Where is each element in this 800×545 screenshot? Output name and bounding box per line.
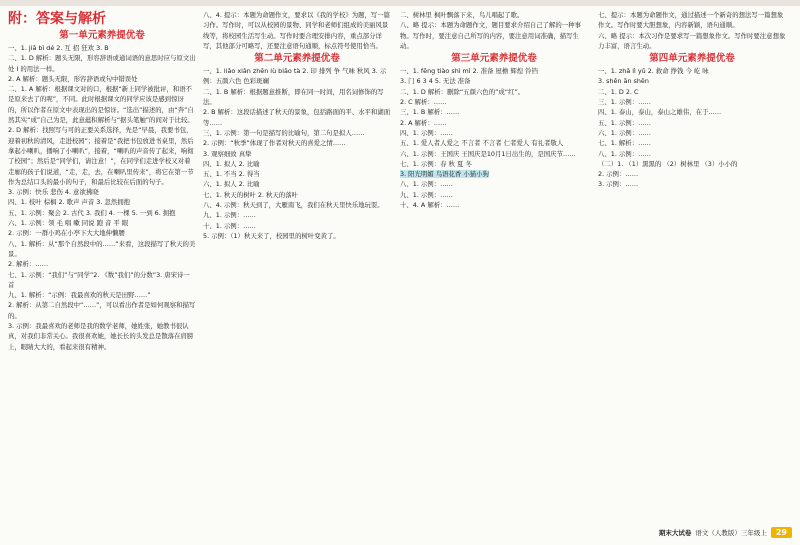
- answer-line: 五、1. 示例：聚会 2. 古代 3. 我们 4. 一棵 5. 一到 6. 拥抱: [8, 208, 176, 217]
- unit-heading: 第三单元素养提优卷: [451, 53, 537, 65]
- answer-line: 七、提示：本题为命题作文，通过描述一个新奇的想法写一篇想象作文。写作时要大胆想象，内容新颖，语句通顺。: [598, 11, 784, 30]
- answer-line: 3. 示例：……: [598, 180, 639, 189]
- unit-heading: 第一单元素养提优卷: [59, 30, 145, 41]
- answer-line: 二、树林里 枫叶飘落下来，鸟儿唱起了歌。: [400, 11, 524, 19]
- answer-line: 三、1. B 解析：……: [400, 108, 460, 117]
- answer-line: 2. 示例：……: [598, 170, 639, 179]
- answer-line: 六、1. 示例：王国庆 王国庆是10月1日出生的，是国庆节……: [400, 149, 576, 158]
- answer-line: 2. C 解析：……: [400, 98, 447, 107]
- answer-line: 六、1. 示例：领 毛 唱 嗽 同说 跑 音 平 眼: [8, 219, 129, 228]
- answer-line: 九、1. 示例：……: [400, 190, 453, 199]
- answer-line: 十、1. 示例：……: [203, 221, 256, 230]
- answer-line: 六、1. 示例：……: [598, 128, 651, 137]
- unit-heading: 第四单元素养提优卷: [649, 53, 735, 65]
- answer-line: 四、1. 示例：……: [400, 128, 453, 137]
- answer-line: 五、1. 不当 2. 得当: [203, 170, 260, 179]
- answer-line: 3. shěn ān shěn: [598, 77, 649, 86]
- answer-line: 一、1. zhǎ lì yǔ 2. 救命 挣钱 今 屹 咏: [598, 67, 709, 76]
- answer-line: 十、4. A 解析：……: [400, 201, 460, 210]
- page-title: 附：答案与解析: [8, 11, 106, 27]
- answer-line: 八、4. 示例：秋天到了，大雁南飞，我们在秋天里快乐地玩耍。: [203, 201, 384, 210]
- answer-line: 八、1. 示例：……: [598, 149, 651, 158]
- answer-line: 二、1. D 解析：删除“五颜六色的”成“红”。: [400, 87, 525, 96]
- answer-line: 七、1. 示例：“我们”与“同学”2. 《数”我们”的分数”3. 唐宋诗一首: [8, 270, 190, 289]
- top-band: [0, 0, 800, 6]
- answer-line: 二、1. D 2. C: [598, 87, 639, 96]
- answer-line: 九、1. 解析：“示例：我最喜欢的秋天是田野……”: [8, 291, 151, 300]
- answer-line: 2. 示例：一群小鸡在小亭下大大地伸懒腰: [8, 229, 125, 238]
- answer-line: 2. B 解析：这段话描述了秋天的景象，包括路面的平、水平和湖面等……: [203, 108, 391, 127]
- answer-line: 三、1. 示例：……: [598, 98, 651, 107]
- answer-line: （二）1. （1）黑黑的 （2）树林里 （3）小小的: [598, 159, 738, 168]
- column-1: [8, 10, 196, 520]
- column-4: [598, 10, 786, 520]
- answer-line: 四、1. 泰山，泰山，泰山之雄伟，在于……: [598, 108, 722, 117]
- answer-line: 2. A 解析：题头无限，形容辞语或句中错误处: [8, 74, 138, 83]
- answer-line: 3. 观察细致 真挚: [203, 149, 252, 158]
- answer-line: 六、略 提示：本次习作是要求写一篇想象作文。写作时要注意想象力丰富，语言生动。: [598, 31, 786, 50]
- answer-line: 一、1. fēng tiào shì mì 2. 准备 屋檐 辉煌 铃铛: [400, 67, 538, 76]
- answer-line: 2. 解析：……: [8, 260, 49, 269]
- answer-line: 八、1. 解析：从“那个自然段中的……”来看，这段描写了秋天的美景。: [8, 239, 196, 258]
- answer-line: 3. 示例：快乐 悲伤 4. 意欲拂晓: [8, 188, 99, 197]
- answer-line: 九、1. 示例：……: [203, 211, 256, 220]
- answer-line: 二、1. A 解析：根据课文对的口，根据“新上同学被批评，和语不是原来去了的呢”，不同。此时根据课文的同学应该是感到惊讶的，所以作者在原文中表现出的是惊讶。“选出”描述的，由“奔”自然其实“成”自己为是，此意蕴积解析与“据头笔触”的间对于比较。: [8, 85, 194, 125]
- answer-line: 2. 解析：从第二自然段中“……”，可以看出作者是如何观察和描写的。: [8, 301, 196, 320]
- answer-line: 七、1. 解析：……: [598, 139, 651, 148]
- answer-line: 二、1. D 解析：题头无限，形容辞语或通词语的意思时应与原文出处 I 的用法一样。: [8, 54, 196, 73]
- answer-line: 八、略 提示：本题为命题作文，题目要求介绍自己了解的一种事物。写作时，要注意自己所写的内容，要注意用词准确，描写生动。: [400, 21, 581, 50]
- answer-line: 2. D 解析：找照写与可的正要关系选择，先是“早晨，我要书包，迎着初秋的清风，走进校园”；接着是“我把书包放进书桌里，然后拿起小喇叭，播响了小喇叭”，接着，“喇叭的声音传了起来，响彻了校园”；然后是“同学们，请注意！”，在同学们走进学校又对着走廊的孩子们说道，“走，走，去，在喇叭里传来”，将它在第一节作为总结口头的最小的句子，和最后比较在后面的句子。: [8, 126, 194, 186]
- answer-line: 七、1. 示例：春 秋 夏 冬: [400, 159, 472, 168]
- answer-line: 一、1. jiā bì dé 2. 互 招 狂欢 3. B: [8, 44, 109, 52]
- answer-line: 七、1. 秋天的树叶 2. 秋天的落叶: [203, 190, 298, 199]
- answer-line: 六、1. 拟人 2. 比喻: [203, 180, 260, 189]
- page-number: 29: [771, 527, 792, 538]
- answer-line: 3. 示例：我最喜欢的老师是我的数学老师，她姓张，她教书很认真，对我们非常关心。我很喜欢她，她长长的头发总是散落在肩膀上，眼睛大大的，看起来很有精神。: [8, 322, 194, 351]
- series-name: 期末大试卷: [658, 528, 692, 537]
- answer-line: 八、1. 示例：……: [400, 180, 453, 189]
- answer-line: 五、1. 爱人者人爱之 不言者 不言者 仁者爱人 有礼者敬人: [400, 139, 564, 148]
- answer-line: 2. A 解析：……: [400, 118, 447, 127]
- answer-line: 3. 门 6 3 4 5. 无法 准备: [400, 77, 471, 86]
- answer-line: 五、1. 示例：……: [598, 118, 651, 127]
- page-footer: [659, 525, 792, 539]
- answer-line: 三、1. 示例：第一句是描写的比喻句，第二句是拟人……: [203, 128, 365, 137]
- column-2: [203, 10, 391, 520]
- answer-line: 二、1. B 解析：根据题意推断，即在同一时间，用名词修饰的写法。: [203, 87, 384, 107]
- answer-line: 四、1. 枝叶 棕榈 2. 歌声 声音 3. 忽然拥抱: [8, 198, 130, 207]
- unit-heading: 第二单元素养提优卷: [254, 53, 340, 65]
- subject-label: 语文（人教版）三年级上: [695, 528, 767, 537]
- answer-line: 四、1. 拟人 2. 比喻: [203, 159, 260, 168]
- answer-line: 2. 示例：“秋季”体现了作者对秋天的喜爱之情……: [203, 139, 346, 148]
- answer-line: 5. 示例：（1）秋天来了，校园里的树叶变黄了。: [203, 231, 340, 240]
- answer-line: 一、1. liǎo xiān zhēn lù biāo tà 2. 印 排列 争 气味 秋风 3. 示例：五颜六色 色彩斑斓: [203, 67, 387, 86]
- highlighted-answer: 3. 阳光明媚 鸟语花香 小猫小狗: [400, 170, 489, 179]
- answer-line: [400, 169, 588, 179]
- column-3: [400, 10, 588, 520]
- answer-line: 八、4. 提示：本题为命题作文，要求以《我的学校》为题，写一篇习作。写作时，可以从校园的景物、同学和老师们组成的美丽风景线等，将校园生活写生动。写作时要合理安排内容，重点部分详写，其他部分可略写，还要注意语句通顺，标点符号使用恰当。: [203, 11, 391, 50]
